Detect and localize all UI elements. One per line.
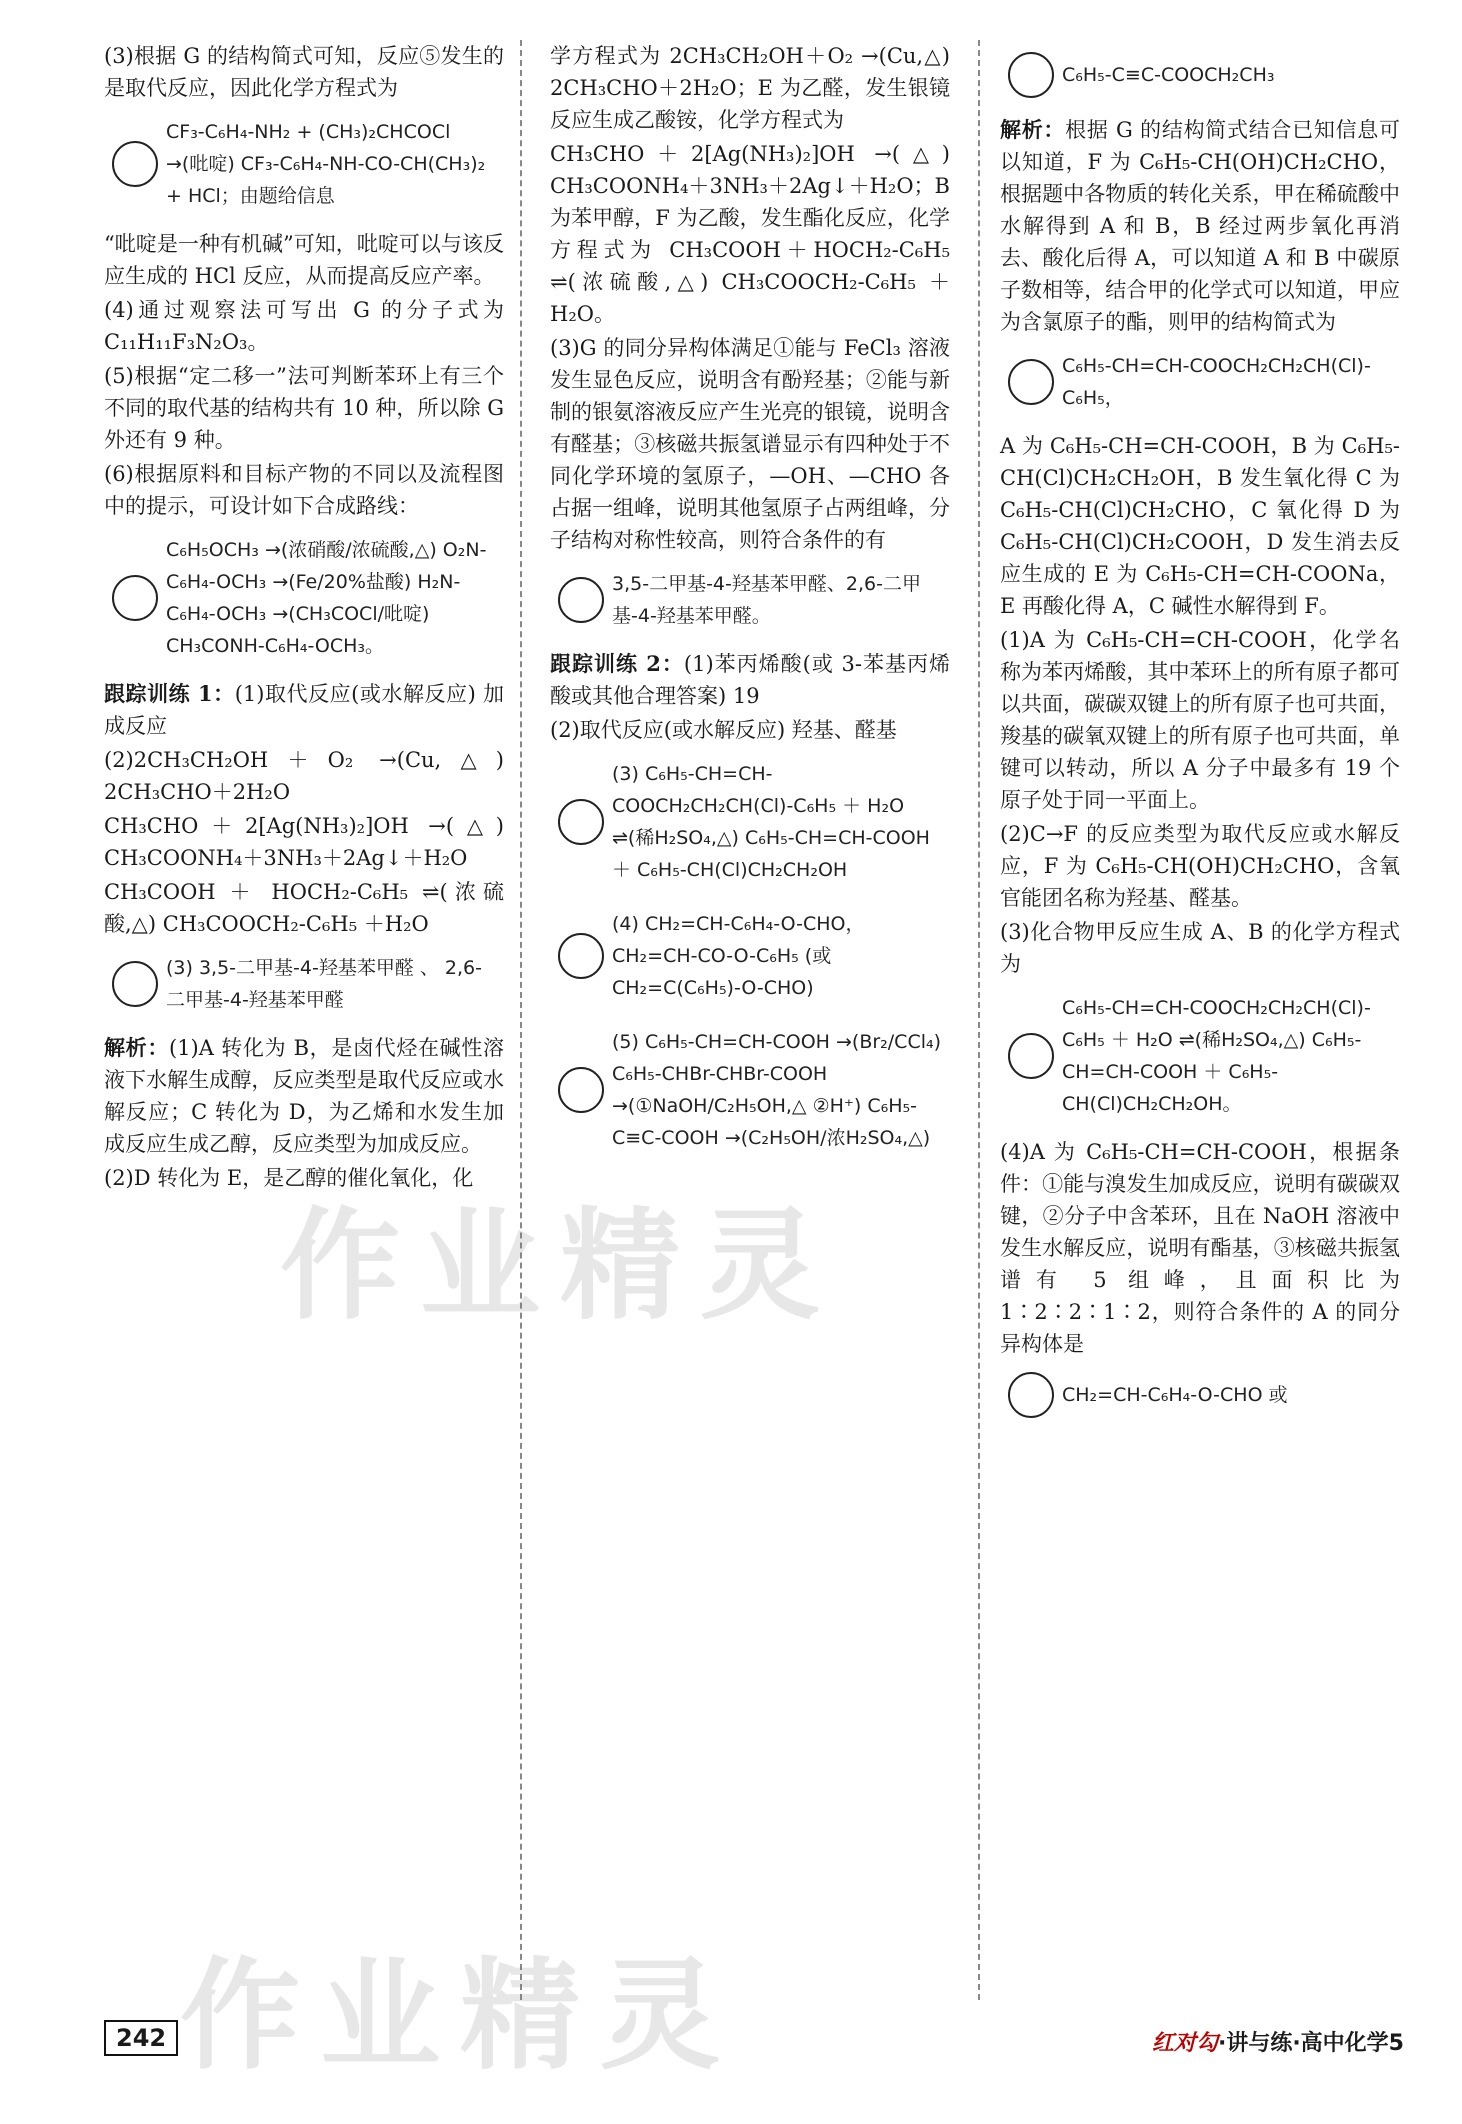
analysis: 解析：根据 G 的结构简式结合已知信息可以知道，F 为 C₆H₅-CH(OH)CH₂CHO，根据题中各物质的转化关系，甲在稀硫酸中水解得到 A 和 B，B 经过两步氧化再消去、酸化后得 A，可以知道 A 和 B 中碳原子数相等，结合甲的化学式可以知道，甲应为含氯原子的酯，则甲的结构简式为	[1000, 117, 1401, 334]
paragraph: “吡啶是一种有机碱”可知，吡啶可以与该反应生成的 HCl 反应，从而提高反应产率。	[104, 232, 504, 288]
isomer-structures: (4) CH₂=CH-C₆H₄-O-CHO，CH₂=CH-CO-O-C₆H₅ (或 CH₂=C(C₆H₅)-O-CHO)	[550, 902, 950, 1010]
benzene-ring-icon	[1008, 1372, 1054, 1418]
benzene-ring-icon	[112, 575, 158, 621]
paragraph: A 为 C₆H₅-CH=CH-COOH，B 为 C₆H₅-CH(Cl)CH₂CH₂OH，B 发生氧化得 C 为 C₆H₅-CH(Cl)CH₂CHO，C 氧化得 D 为 C₆H₅-CH(Cl)CH₂COOH，D 发生消去反应生成的 E 为 C₆H₅-CH=CH-COONa，E 再酸化得 A，C 碱性水解得到 F。	[1000, 434, 1400, 618]
paragraph: (2)C→F 的反应类型为取代反应或水解反应，F 为 C₆H₅-CH(OH)CH₂CHO，含氧官能团名称为羟基、醛基。	[1000, 822, 1400, 910]
column-3	[1000, 40, 1400, 1434]
product-structure: C₆H₅-C≡C-COOCH₂CH₃	[1000, 46, 1400, 104]
column-1	[104, 40, 504, 1196]
column-divider-2	[978, 40, 980, 2000]
isomer-structures: 3,5-二甲基-4-羟基苯甲醛、2,6-二甲基-4-羟基苯甲醛。	[550, 562, 950, 638]
answer-line: CH₃COOH ＋ HOCH₂-C₆H₅ ⇌(浓硫酸,△) CH₃COOCH₂-C₆H₅ ＋H₂O	[104, 880, 504, 936]
synthesis-route: (5) C₆H₅-CH=CH-COOH →(Br₂/CCl₄) C₆H₅-CHBr-CHBr-COOH →(①NaOH/C₂H₅OH,△ ②H⁺) C₆H₅-C≡C-COOH →(C₂H₅OH/浓H₂SO₄,△)	[550, 1020, 950, 1160]
publisher-logo: 红对勾	[1151, 2031, 1218, 2056]
benzene-ring-icon	[1008, 1033, 1054, 1079]
paragraph: (4)A 为 C₆H₅-CH=CH-COOH，根据条件：①能与溴发生加成反应，说明有碳碳双键，②分子中含苯环，且在 NaOH 溶液中发生水解反应，说明有酯基，③核磁共振氢谱有 5 组峰，且面积比为 1∶2∶2∶1∶2，则符合条件的 A 的同分异构体是	[1000, 1140, 1400, 1356]
benzene-ring-icon	[112, 141, 158, 187]
page-footer	[104, 2020, 1404, 2066]
page-number: 242	[104, 2020, 178, 2056]
isomer-structures: (3) 3,5-二甲基-4-羟基苯甲醛 、 2,6-二甲基-4-羟基苯甲醛	[104, 946, 504, 1022]
benzene-ring-icon	[1008, 52, 1054, 98]
watermark: 作业精灵	[180, 1947, 740, 2086]
reaction-equation: CF₃-C₆H₄-NH₂ + (CH₃)₂CHCOCl →(吡啶) CF₃-C₆H₄-NH-CO-CH(CH₃)₂ + HCl；由题给信息	[104, 110, 504, 218]
ester-structure: C₆H₅-CH=CH-COOCH₂CH₂CH(Cl)-C₆H₅，	[1000, 344, 1400, 420]
benzene-ring-icon	[558, 1067, 604, 1113]
paragraph: (3)根据 G 的结构简式可知，反应⑤发生的是取代反应，因此化学方程式为	[104, 44, 504, 100]
column-divider-1	[520, 40, 522, 2000]
paragraph: (2)D 转化为 E，是乙醇的催化氧化，化	[104, 1166, 474, 1190]
benzene-ring-icon	[1008, 359, 1054, 405]
benzene-ring-icon	[112, 961, 158, 1007]
reaction-equation: C₆H₅-CH=CH-COOCH₂CH₂CH(Cl)-C₆H₅ ＋ H₂O ⇌(稀H₂SO₄,△) C₆H₅-CH=CH-COOH ＋ C₆H₅-CH(Cl)CH₂CH₂OH。	[1000, 986, 1400, 1126]
synthesis-route: C₆H₅OCH₃ →(浓硝酸/浓硫酸,△) O₂N-C₆H₄-OCH₃ →(Fe/20%盐酸) H₂N-C₆H₄-OCH₃ →(CH₃COCl/吡啶) CH₃CONH-C₆H₄-OCH₃。	[104, 528, 504, 668]
watermark: 作业精灵	[280, 1197, 840, 1336]
exercise-1: 跟踪训练 1：(1)取代反应(或水解反应) 加成反应	[104, 681, 504, 738]
benzene-ring-icon	[558, 577, 604, 623]
paragraph: (5)根据“定二移一”法可判断苯环上有三个不同的取代基的结构共有 10 种，所以除 G 外还有 9 种。	[104, 364, 504, 452]
paragraph: (1)A 为 C₆H₅-CH=CH-COOH，化学名称为苯丙烯酸，其中苯环上的所有原子都可以共面，碳碳双键上的所有原子也可共面，羧基的碳氧双键上的所有原子也可共面，单键可以转动，所以 A 分子中最多有 19 个原子处于同一平面上。	[1000, 628, 1400, 812]
isomer-structures: CH₂=CH-C₆H₄-O-CHO 或	[1000, 1366, 1400, 1424]
answer-line: (2)取代反应(或水解反应) 羟基、醛基	[550, 718, 897, 742]
book-title: 红对勾·讲与练·高中化学5	[1151, 2031, 1404, 2056]
paragraph: 学方程式为 2CH₃CH₂OH＋O₂ →(Cu,△) 2CH₃CHO＋2H₂O；E 为乙醛，发生银镜反应生成乙酸铵，化学方程式为	[550, 44, 950, 132]
reaction-equation: (3) C₆H₅-CH=CH-COOCH₂CH₂CH(Cl)-C₆H₅ ＋ H₂O ⇌(稀H₂SO₄,△) C₆H₅-CH=CH-COOH ＋ C₆H₅-CH(Cl)CH₂CH₂OH	[550, 752, 950, 892]
paragraph: (6)根据原料和目标产物的不同以及流程图中的提示，可设计如下合成路线：	[104, 462, 504, 518]
answer-line: CH₃CHO＋2[Ag(NH₃)₂]OH →(△) CH₃COONH₄＋3NH₃＋2Ag↓＋H₂O	[104, 814, 504, 870]
paragraph: (3)化合物甲反应生成 A、B 的化学方程式为	[1000, 920, 1400, 976]
paragraph: (4)通过观察法可写出 G 的分子式为 C₁₁H₁₁F₃N₂O₃。	[104, 298, 504, 354]
benzene-ring-icon	[558, 933, 604, 979]
benzene-ring-icon	[558, 799, 604, 845]
answer-line: (2)2CH₃CH₂OH＋O₂ →(Cu,△) 2CH₃CHO＋2H₂O	[104, 748, 504, 804]
paragraph: CH₃CHO＋2[Ag(NH₃)₂]OH →(△) CH₃COONH₄＋3NH₃＋2Ag↓＋H₂O；B 为苯甲醇，F 为乙酸，发生酯化反应，化学方程式为 CH₃COOH＋HOCH₂-C₆H₅ ⇌(浓硫酸,△) CH₃COOCH₂-C₆H₅ ＋H₂O。	[550, 142, 950, 326]
paragraph: (3)G 的同分异构体满足①能与 FeCl₃ 溶液发生显色反应，说明含有酚羟基；②能与新制的银氨溶液反应产生光亮的银镜，说明含有醛基；③核磁共振氢谱显示有四种处于不同化学环境的氢原子，—OH、—CHO 各占据一组峰，说明其他氢原子占两组峰，分子结构对称性较高，则符合条件的有	[550, 336, 950, 552]
column-2	[550, 40, 950, 1170]
analysis: 解析：(1)A 转化为 B，是卤代烃在碱性溶液下水解生成醇，反应类型是取代反应或水解反应；C 转化为 D，为乙烯和水发生加成反应生成乙醇，反应类型为加成反应。	[104, 1035, 504, 1156]
exercise-2: 跟踪训练 2：(1)苯丙烯酸(或 3-苯基丙烯酸或其他合理答案) 19	[550, 651, 950, 708]
